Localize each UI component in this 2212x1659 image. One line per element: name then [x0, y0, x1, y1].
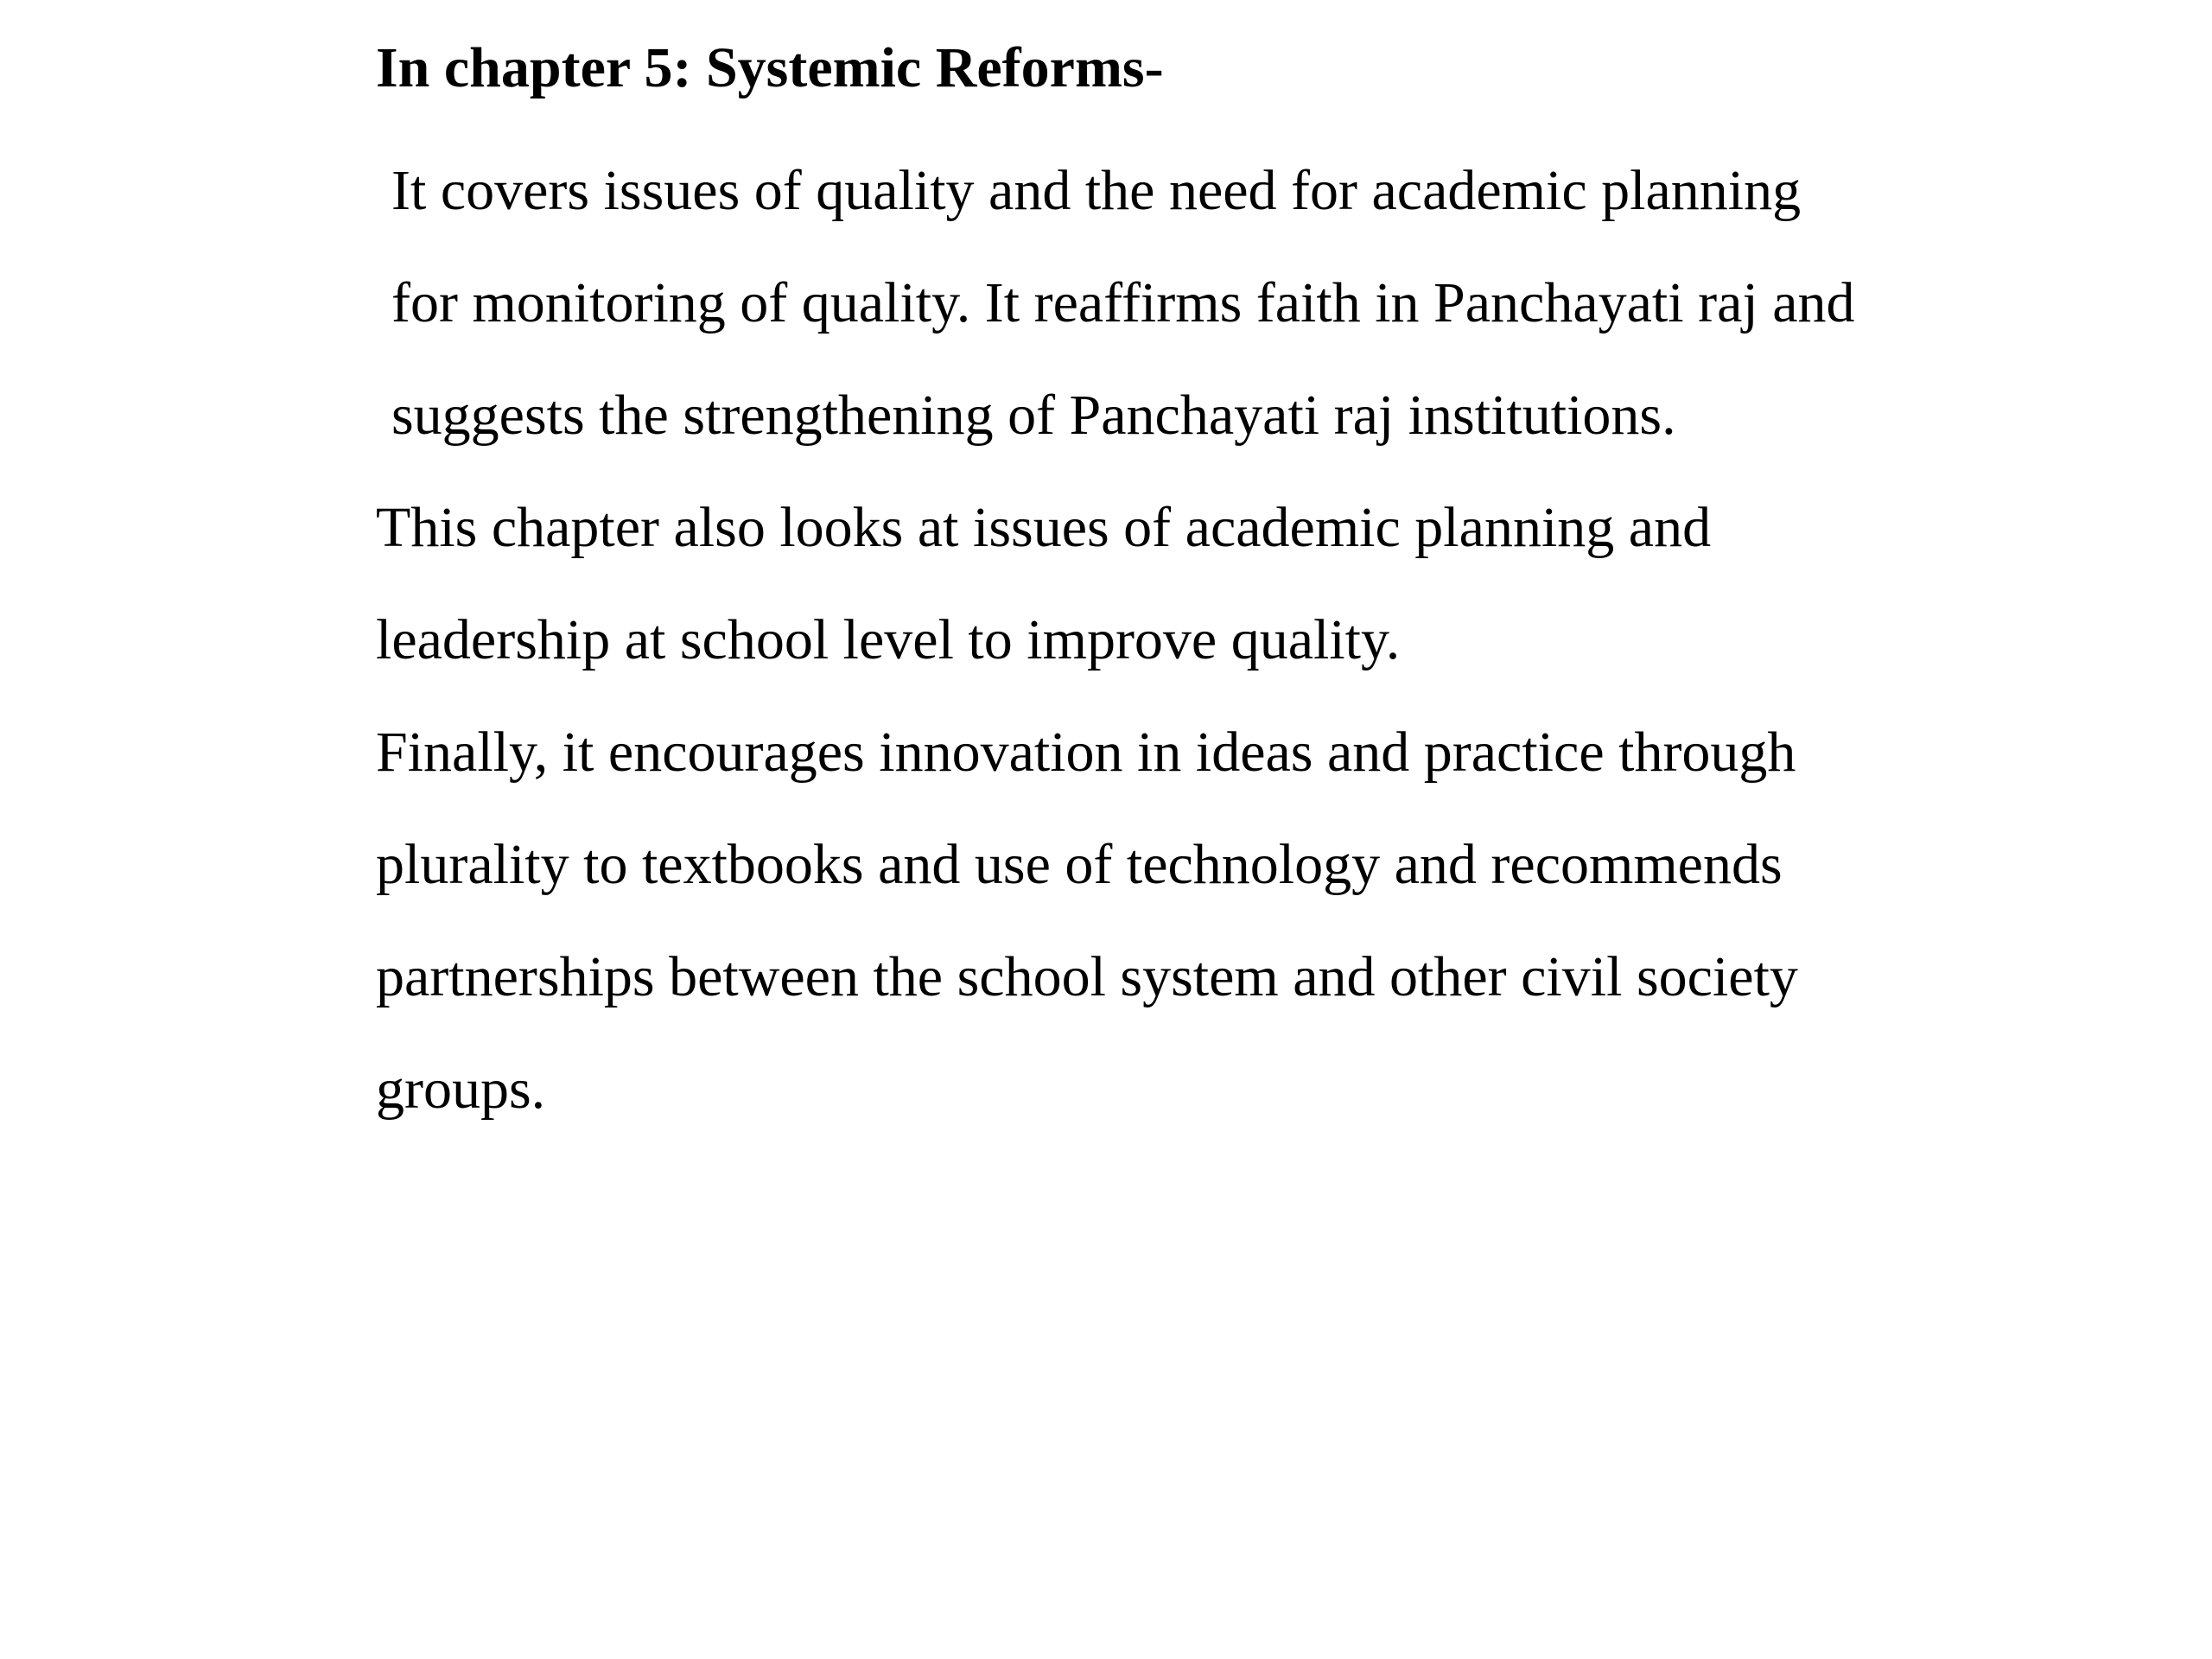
paragraph-line: leadership at school level to improve quality. — [376, 608, 1401, 671]
paragraph-leadership — [265, 472, 1959, 696]
paragraph-line: Finally, it encourages innovation in ideas and practice through — [376, 721, 1796, 784]
paragraph-line: This chapter also looks at issues of academic planning and — [376, 496, 1712, 559]
paragraph-innovation — [265, 696, 1959, 1146]
document-content — [265, 29, 1993, 1146]
paragraph-line: for monitoring of quality. It reaffirms faith in Panchayati raj and — [391, 271, 1855, 334]
chapter-heading: In chapter 5: Systemic Reforms- — [376, 36, 1164, 99]
paragraph-line: partnerships between the school system and other civil society — [376, 945, 1798, 1008]
paragraph-line: groups. — [376, 1058, 546, 1121]
paragraph-quality — [265, 135, 1959, 472]
paragraph-line: It covers issues of quality and the need for academic planning — [391, 159, 1802, 222]
paragraph-line: suggests the strengthening of Panchayati raj institutions. — [391, 384, 1676, 447]
paragraph-line: plurality to textbooks and use of technology and recommends — [376, 833, 1783, 896]
